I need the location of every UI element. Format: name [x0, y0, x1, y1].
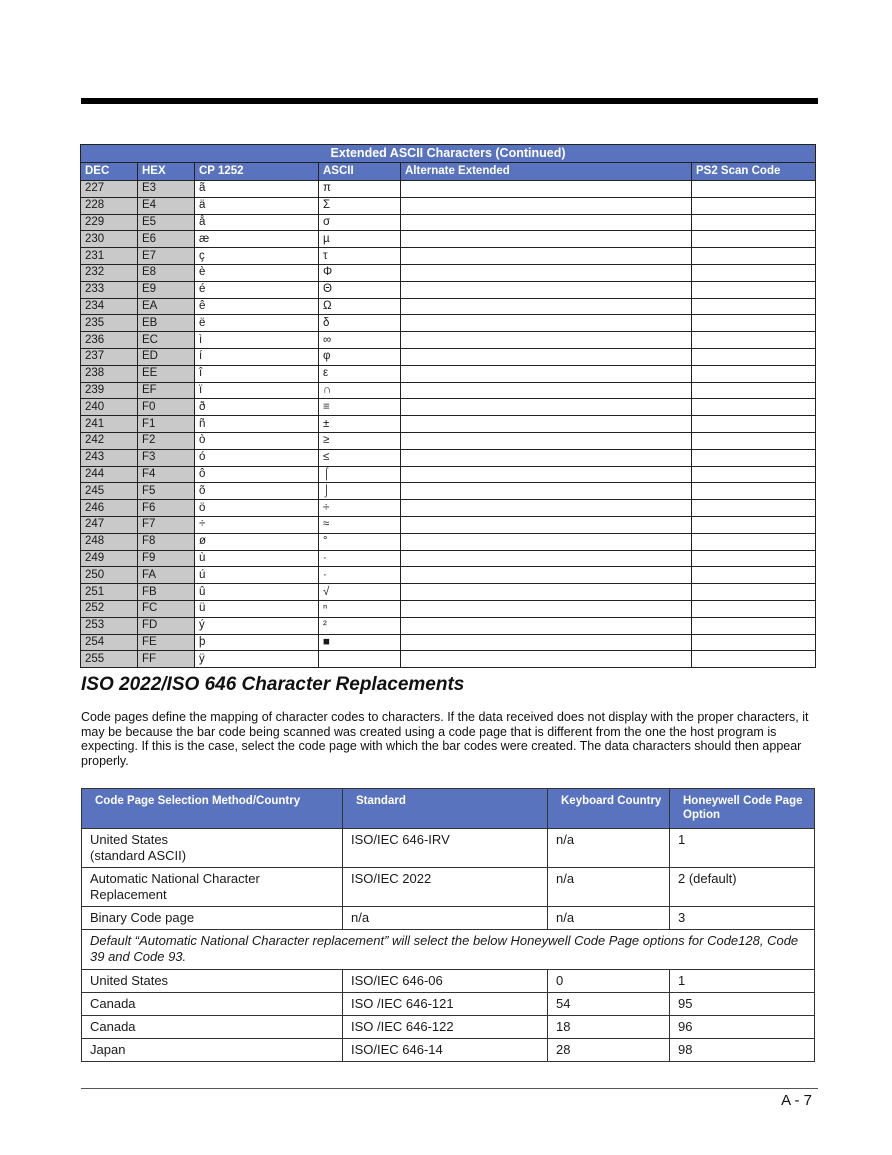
ascii-cell: µ [319, 231, 401, 248]
cp1252-cell: þ [195, 634, 319, 651]
hex-cell: EA [138, 298, 195, 315]
ps2-scan-code-cell [692, 399, 816, 416]
cp1252-cell: é [195, 281, 319, 298]
standard-cell: ISO /IEC 646-121 [343, 993, 548, 1016]
country-cell: United States [82, 970, 343, 993]
cp1252-cell: ê [195, 298, 319, 315]
alternate-extended-cell [401, 567, 692, 584]
keyboard-country-cell: 54 [548, 993, 670, 1016]
alternate-extended-cell [401, 634, 692, 651]
cp1252-cell: ÷ [195, 516, 319, 533]
ascii-cell: Θ [319, 281, 401, 298]
code-page-option-cell: 98 [670, 1039, 815, 1062]
dec-cell: 252 [81, 600, 138, 617]
table-row [81, 197, 816, 214]
ps2-scan-code-cell [692, 584, 816, 601]
hex-cell: F9 [138, 550, 195, 567]
dec-cell: 246 [81, 500, 138, 517]
ascii-cell: ■ [319, 634, 401, 651]
ascii-cell: √ [319, 584, 401, 601]
ps2-scan-code-cell [692, 197, 816, 214]
dec-cell: 227 [81, 181, 138, 198]
ascii-cell: ≡ [319, 399, 401, 416]
ascii-cell: ε [319, 365, 401, 382]
keyboard-country-cell: 28 [548, 1039, 670, 1062]
standard-cell: ISO/IEC 2022 [343, 868, 548, 907]
table-row [81, 332, 816, 349]
table-row [81, 248, 816, 265]
keyboard-country-cell: 0 [548, 970, 670, 993]
cp1252-cell: ú [195, 567, 319, 584]
dec-cell: 247 [81, 516, 138, 533]
alternate-extended-cell [401, 298, 692, 315]
hex-cell: E3 [138, 181, 195, 198]
table-row [81, 567, 816, 584]
cp1252-cell: æ [195, 231, 319, 248]
dec-cell: 254 [81, 634, 138, 651]
dec-cell: 237 [81, 348, 138, 365]
ps2-scan-code-cell [692, 567, 816, 584]
table-row [81, 231, 816, 248]
table-row [81, 399, 816, 416]
ps2-scan-code-cell [692, 382, 816, 399]
dec-cell: 255 [81, 651, 138, 668]
ascii-cell: ° [319, 533, 401, 550]
ps2-scan-code-cell [692, 231, 816, 248]
standard-cell: ISO/IEC 646-14 [343, 1039, 548, 1062]
alternate-extended-cell [401, 584, 692, 601]
cp-header-option: Honeywell Code Page Option [670, 789, 815, 829]
ps2-scan-code-cell [692, 432, 816, 449]
standard-cell: ISO/IEC 646-06 [343, 970, 548, 993]
cp1252-cell: ö [195, 500, 319, 517]
keyboard-country-cell: n/a [548, 829, 670, 868]
ascii-cell [319, 651, 401, 668]
alternate-extended-cell [401, 432, 692, 449]
table-row [82, 930, 815, 970]
table-row [82, 829, 815, 868]
col-header-hex: HEX [138, 163, 195, 181]
table-row [81, 214, 816, 231]
hex-cell: FD [138, 617, 195, 634]
cp1252-cell: û [195, 584, 319, 601]
alternate-extended-cell [401, 214, 692, 231]
hex-cell: EE [138, 365, 195, 382]
hex-cell: ED [138, 348, 195, 365]
cp1252-cell: ë [195, 315, 319, 332]
dec-cell: 243 [81, 449, 138, 466]
alternate-extended-cell [401, 483, 692, 500]
ps2-scan-code-cell [692, 516, 816, 533]
alternate-extended-cell [401, 231, 692, 248]
hex-cell: F3 [138, 449, 195, 466]
alternate-extended-cell [401, 500, 692, 517]
alternate-extended-cell [401, 449, 692, 466]
table-row [81, 483, 816, 500]
hex-cell: F6 [138, 500, 195, 517]
ps2-scan-code-cell [692, 550, 816, 567]
country-cell: Japan [82, 1039, 343, 1062]
alternate-extended-cell [401, 399, 692, 416]
hex-cell: FE [138, 634, 195, 651]
table-row [81, 416, 816, 433]
cp1252-cell: ø [195, 533, 319, 550]
alternate-extended-cell [401, 315, 692, 332]
table-row [81, 348, 816, 365]
ps2-scan-code-cell [692, 315, 816, 332]
hex-cell: EB [138, 315, 195, 332]
standard-cell: n/a [343, 907, 548, 930]
cp1252-cell: ç [195, 248, 319, 265]
alternate-extended-cell [401, 516, 692, 533]
ascii-cell: τ [319, 248, 401, 265]
ascii-cell: · [319, 567, 401, 584]
dec-cell: 234 [81, 298, 138, 315]
cp1252-cell: ó [195, 449, 319, 466]
cp1252-cell: ð [195, 399, 319, 416]
table-row [81, 432, 816, 449]
table-row [81, 516, 816, 533]
cp-header-keyboard: Keyboard Country [548, 789, 670, 829]
hex-cell: FA [138, 567, 195, 584]
country-cell: United States (standard ASCII) [82, 829, 343, 868]
table-row [81, 634, 816, 651]
ascii-cell: ± [319, 416, 401, 433]
code-page-option-cell: 3 [670, 907, 815, 930]
cp1252-cell: õ [195, 483, 319, 500]
alternate-extended-cell [401, 264, 692, 281]
alternate-extended-cell [401, 332, 692, 349]
cp1252-cell: î [195, 365, 319, 382]
table-row [81, 600, 816, 617]
code-page-option-cell: 2 (default) [670, 868, 815, 907]
dec-cell: 229 [81, 214, 138, 231]
country-cell: Binary Code page [82, 907, 343, 930]
alternate-extended-cell [401, 382, 692, 399]
dec-cell: 253 [81, 617, 138, 634]
hex-cell: F4 [138, 466, 195, 483]
code-page-option-cell: 1 [670, 970, 815, 993]
table-row [81, 617, 816, 634]
table-row [82, 868, 815, 907]
ascii-cell: ∩ [319, 382, 401, 399]
alternate-extended-cell [401, 181, 692, 198]
dec-cell: 242 [81, 432, 138, 449]
col-header-ascii: ASCII [319, 163, 401, 181]
code-page-table [81, 788, 815, 1062]
cp1252-cell: ñ [195, 416, 319, 433]
ps2-scan-code-cell [692, 449, 816, 466]
hex-cell: F7 [138, 516, 195, 533]
keyboard-country-cell: n/a [548, 868, 670, 907]
dec-cell: 250 [81, 567, 138, 584]
header-rule [81, 98, 818, 104]
cp1252-cell: ô [195, 466, 319, 483]
ascii-cell: ∞ [319, 332, 401, 349]
table-row [81, 181, 816, 198]
hex-cell: F2 [138, 432, 195, 449]
keyboard-country-cell: 18 [548, 1016, 670, 1039]
hex-cell: EC [138, 332, 195, 349]
table-row [81, 298, 816, 315]
country-cell: Canada [82, 1016, 343, 1039]
table-row [81, 315, 816, 332]
ascii-cell: ≈ [319, 516, 401, 533]
keyboard-country-cell: n/a [548, 907, 670, 930]
ascii-cell: ≥ [319, 432, 401, 449]
table-row [81, 365, 816, 382]
cp1252-cell: ý [195, 617, 319, 634]
section-heading: ISO 2022/ISO 646 Character Replacements [81, 674, 465, 695]
col-header-cp1252: CP 1252 [195, 163, 319, 181]
dec-cell: 228 [81, 197, 138, 214]
table-row [81, 651, 816, 668]
dec-cell: 241 [81, 416, 138, 433]
dec-cell: 230 [81, 231, 138, 248]
cp-header-method: Code Page Selection Method/Country [82, 789, 343, 829]
dec-cell: 251 [81, 584, 138, 601]
ascii-cell: ⌠ [319, 466, 401, 483]
section-paragraph: Code pages define the mapping of character codes to characters. If the data received does not display with the proper characters, it may be because the bar code being scanned was created using a code page that is different from the one the host program is expecting. If this is the case, select the code page with which the bar codes were created. The data characters should then appear properly. [81, 710, 809, 768]
ascii-cell: · [319, 550, 401, 567]
hex-cell: FB [138, 584, 195, 601]
dec-cell: 249 [81, 550, 138, 567]
alternate-extended-cell [401, 248, 692, 265]
table-row [81, 550, 816, 567]
hex-cell: F5 [138, 483, 195, 500]
hex-cell: E5 [138, 214, 195, 231]
alternate-extended-cell [401, 617, 692, 634]
ascii-table-body [81, 181, 816, 668]
ps2-scan-code-cell [692, 332, 816, 349]
table-row [81, 264, 816, 281]
cp1252-cell: è [195, 264, 319, 281]
dec-cell: 233 [81, 281, 138, 298]
table-row [81, 466, 816, 483]
cp1252-cell: å [195, 214, 319, 231]
ascii-cell: Σ [319, 197, 401, 214]
hex-cell: FC [138, 600, 195, 617]
ascii-cell: ⁿ [319, 600, 401, 617]
standard-cell: ISO /IEC 646-122 [343, 1016, 548, 1039]
hex-cell: F1 [138, 416, 195, 433]
table-row [81, 500, 816, 517]
alternate-extended-cell [401, 600, 692, 617]
dec-cell: 231 [81, 248, 138, 265]
ascii-cell: σ [319, 214, 401, 231]
alternate-extended-cell [401, 651, 692, 668]
extended-ascii-table [80, 144, 816, 668]
col-header-dec: DEC [81, 163, 138, 181]
code-page-option-cell: 95 [670, 993, 815, 1016]
table-row [81, 533, 816, 550]
cp1252-cell: ù [195, 550, 319, 567]
table-row [82, 1039, 815, 1062]
ascii-cell: ≤ [319, 449, 401, 466]
col-header-ps2-scan-code: PS2 Scan Code [692, 163, 816, 181]
table-row [82, 970, 815, 993]
hex-cell: EF [138, 382, 195, 399]
hex-cell: E4 [138, 197, 195, 214]
table-row [81, 281, 816, 298]
ps2-scan-code-cell [692, 600, 816, 617]
col-header-alternate-extended: Alternate Extended [401, 163, 692, 181]
code-page-note: Default “Automatic National Character replacement” will select the below Honeywell Code Page options for Code128, Code 39 and Code 93. [82, 930, 815, 970]
dec-cell: 245 [81, 483, 138, 500]
dec-cell: 244 [81, 466, 138, 483]
dec-cell: 248 [81, 533, 138, 550]
ps2-scan-code-cell [692, 416, 816, 433]
ascii-table-title: Extended ASCII Characters (Continued) [81, 145, 816, 163]
standard-cell: ISO/IEC 646-IRV [343, 829, 548, 868]
footer-rule [81, 1088, 818, 1089]
hex-cell: E6 [138, 231, 195, 248]
ps2-scan-code-cell [692, 365, 816, 382]
ascii-cell: Φ [319, 264, 401, 281]
cp-header-standard: Standard [343, 789, 548, 829]
cp1252-cell: ì [195, 332, 319, 349]
cp1252-cell: ã [195, 181, 319, 198]
ps2-scan-code-cell [692, 264, 816, 281]
cp1252-cell: ò [195, 432, 319, 449]
ps2-scan-code-cell [692, 248, 816, 265]
table-row [81, 449, 816, 466]
alternate-extended-cell [401, 550, 692, 567]
ps2-scan-code-cell [692, 466, 816, 483]
ascii-cell: ⌡ [319, 483, 401, 500]
ps2-scan-code-cell [692, 500, 816, 517]
ascii-cell: φ [319, 348, 401, 365]
alternate-extended-cell [401, 466, 692, 483]
ascii-cell: ÷ [319, 500, 401, 517]
code-page-option-cell: 96 [670, 1016, 815, 1039]
table-row [81, 382, 816, 399]
alternate-extended-cell [401, 348, 692, 365]
dec-cell: 239 [81, 382, 138, 399]
country-cell: Automatic National Character Replacement [82, 868, 343, 907]
ascii-cell: π [319, 181, 401, 198]
alternate-extended-cell [401, 197, 692, 214]
ps2-scan-code-cell [692, 634, 816, 651]
ps2-scan-code-cell [692, 298, 816, 315]
dec-cell: 236 [81, 332, 138, 349]
alternate-extended-cell [401, 365, 692, 382]
table-row [82, 993, 815, 1016]
table-row [82, 1016, 815, 1039]
ps2-scan-code-cell [692, 214, 816, 231]
alternate-extended-cell [401, 416, 692, 433]
table-row [81, 584, 816, 601]
alternate-extended-cell [401, 533, 692, 550]
hex-cell: F0 [138, 399, 195, 416]
country-cell: Canada [82, 993, 343, 1016]
cp1252-cell: ü [195, 600, 319, 617]
dec-cell: 232 [81, 264, 138, 281]
alternate-extended-cell [401, 281, 692, 298]
hex-cell: E8 [138, 264, 195, 281]
page-number: A - 7 [781, 1092, 812, 1109]
code-page-option-cell: 1 [670, 829, 815, 868]
ps2-scan-code-cell [692, 651, 816, 668]
cp1252-cell: í [195, 348, 319, 365]
ascii-cell: δ [319, 315, 401, 332]
ascii-cell: ² [319, 617, 401, 634]
ps2-scan-code-cell [692, 348, 816, 365]
ps2-scan-code-cell [692, 483, 816, 500]
table-row [82, 907, 815, 930]
ascii-cell: Ω [319, 298, 401, 315]
cp1252-cell: ÿ [195, 651, 319, 668]
cp1252-cell: ä [195, 197, 319, 214]
hex-cell: FF [138, 651, 195, 668]
ps2-scan-code-cell [692, 617, 816, 634]
dec-cell: 238 [81, 365, 138, 382]
hex-cell: F8 [138, 533, 195, 550]
hex-cell: E9 [138, 281, 195, 298]
ps2-scan-code-cell [692, 181, 816, 198]
ps2-scan-code-cell [692, 281, 816, 298]
hex-cell: E7 [138, 248, 195, 265]
dec-cell: 240 [81, 399, 138, 416]
cp1252-cell: ï [195, 382, 319, 399]
code-page-table-body [82, 829, 815, 1062]
dec-cell: 235 [81, 315, 138, 332]
ps2-scan-code-cell [692, 533, 816, 550]
